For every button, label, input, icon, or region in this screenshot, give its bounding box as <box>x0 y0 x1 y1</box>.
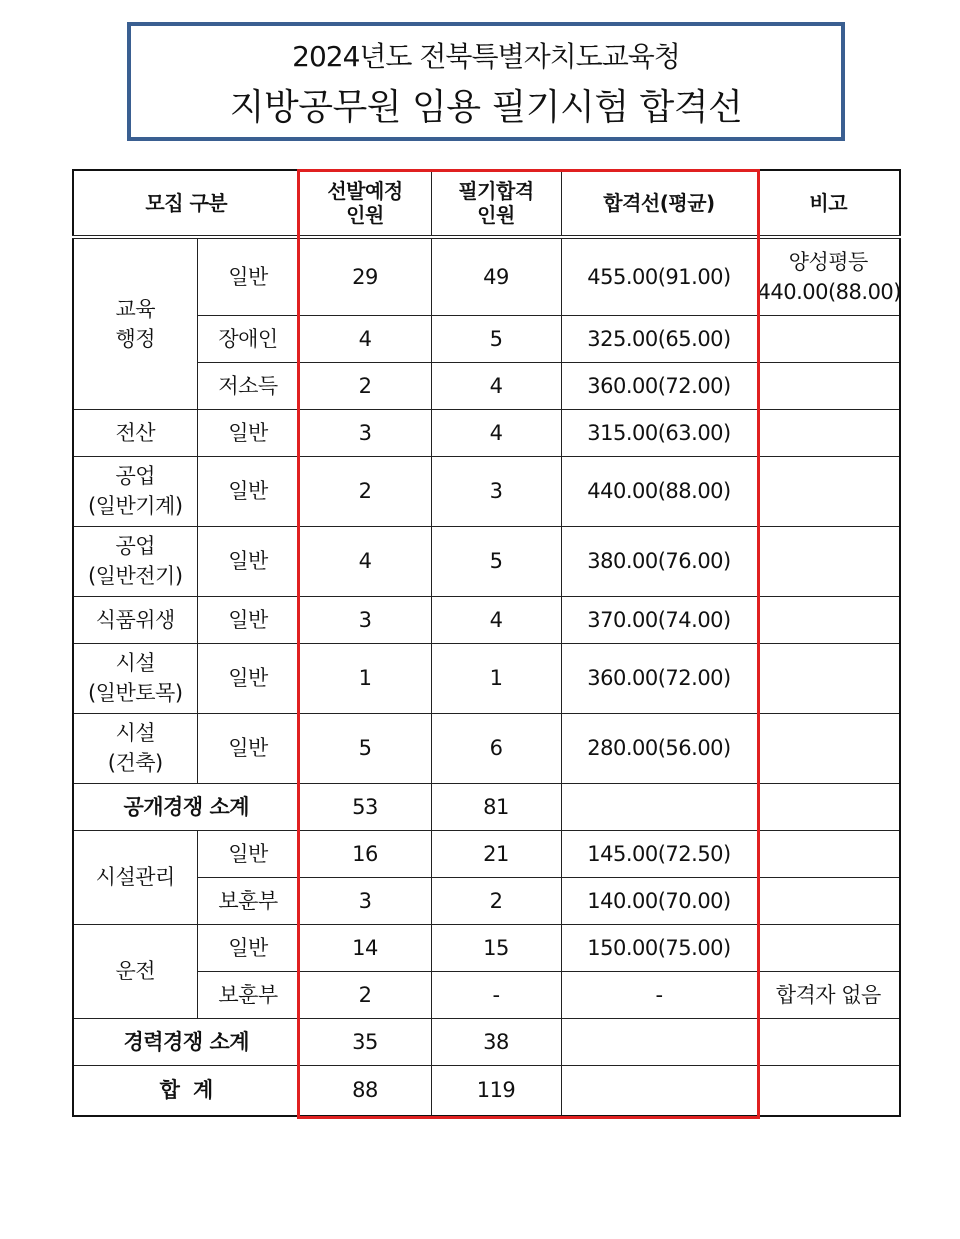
planned-count: 3 <box>299 409 431 456</box>
passed-count: 15 <box>431 924 561 971</box>
note-cell: 합격자 없음 <box>757 971 900 1018</box>
planned-count: 3 <box>299 596 431 643</box>
table-row <box>73 526 900 596</box>
passed-count: 4 <box>431 362 561 409</box>
planned-count: 35 <box>299 1018 431 1065</box>
table-row <box>73 315 900 362</box>
table-row <box>73 830 900 877</box>
passed-count: 49 <box>431 237 561 315</box>
group-computing: 전산 <box>73 409 197 456</box>
group-food-hygiene: 식품위생 <box>73 596 197 643</box>
passed-count: 5 <box>431 526 561 596</box>
planned-count: 2 <box>299 971 431 1018</box>
planned-count: 14 <box>299 924 431 971</box>
title-year-office: 2024년도 전북특별자치도교육청 <box>292 40 680 73</box>
cutoff-score: 455.00(91.00) <box>561 237 757 315</box>
passed-count: - <box>431 971 561 1018</box>
sub-category: 장애인 <box>197 315 299 362</box>
total-label: 합 계 <box>73 1065 299 1116</box>
sub-category: 일반 <box>197 456 299 526</box>
note-cell <box>757 830 900 877</box>
open-subtotal-label: 공개경쟁 소계 <box>73 783 299 830</box>
note-cell <box>757 713 900 783</box>
cutoff-score: 325.00(65.00) <box>561 315 757 362</box>
planned-count: 1 <box>299 643 431 713</box>
group-industry-mech: 공업 (일반기계) <box>73 456 197 526</box>
passed-count: 3 <box>431 456 561 526</box>
sub-category: 저소득 <box>197 362 299 409</box>
cutoff-score: 140.00(70.00) <box>561 877 757 924</box>
note-cell <box>757 526 900 596</box>
cutoff-score <box>561 783 757 830</box>
cutoff-score: 440.00(88.00) <box>561 456 757 526</box>
subtotal-row <box>73 783 900 830</box>
results-table <box>72 169 901 1117</box>
cutoff-score: - <box>561 971 757 1018</box>
table-row <box>73 237 900 315</box>
table-row <box>73 409 900 456</box>
sub-category: 일반 <box>197 409 299 456</box>
group-facility-mgmt: 시설관리 <box>73 830 197 924</box>
table-row <box>73 596 900 643</box>
passed-count: 21 <box>431 830 561 877</box>
cutoff-score: 380.00(76.00) <box>561 526 757 596</box>
sub-category: 일반 <box>197 237 299 315</box>
cutoff-score: 360.00(72.00) <box>561 643 757 713</box>
passed-count: 4 <box>431 596 561 643</box>
passed-count: 38 <box>431 1018 561 1065</box>
note-cell <box>757 877 900 924</box>
group-facility-arch: 시설 (건축) <box>73 713 197 783</box>
sub-category: 일반 <box>197 526 299 596</box>
sub-category: 일반 <box>197 924 299 971</box>
table-row <box>73 713 900 783</box>
sub-category: 일반 <box>197 596 299 643</box>
cutoff-score: 370.00(74.00) <box>561 596 757 643</box>
table-row <box>73 971 900 1018</box>
planned-count: 29 <box>299 237 431 315</box>
passed-count: 6 <box>431 713 561 783</box>
note-cell <box>757 362 900 409</box>
career-subtotal-label: 경력경쟁 소계 <box>73 1018 299 1065</box>
page-title: 지방공무원 임용 필기시험 합격선 <box>229 87 743 128</box>
note-cell <box>757 1065 900 1116</box>
planned-count: 53 <box>299 783 431 830</box>
passed-count: 2 <box>431 877 561 924</box>
passed-count: 81 <box>431 783 561 830</box>
sub-category: 일반 <box>197 713 299 783</box>
planned-count: 88 <box>299 1065 431 1116</box>
total-row <box>73 1065 900 1116</box>
header-cutoff: 합격선(평균) <box>561 170 757 237</box>
cutoff-score: 145.00(72.50) <box>561 830 757 877</box>
table-row <box>73 456 900 526</box>
planned-count: 3 <box>299 877 431 924</box>
cutoff-score: 280.00(56.00) <box>561 713 757 783</box>
note-cell <box>757 1018 900 1065</box>
sub-category: 보훈부 <box>197 877 299 924</box>
table-row <box>73 924 900 971</box>
group-facility-civil: 시설 (일반토목) <box>73 643 197 713</box>
header-planned: 선발예정 인원 <box>299 170 431 237</box>
title-box <box>127 22 845 141</box>
cutoff-score: 150.00(75.00) <box>561 924 757 971</box>
cutoff-score: 315.00(63.00) <box>561 409 757 456</box>
sub-category: 일반 <box>197 830 299 877</box>
table-row <box>73 877 900 924</box>
note-cell <box>757 409 900 456</box>
planned-count: 2 <box>299 456 431 526</box>
header-passed: 필기합격 인원 <box>431 170 561 237</box>
planned-count: 16 <box>299 830 431 877</box>
cutoff-score <box>561 1065 757 1116</box>
planned-count: 4 <box>299 315 431 362</box>
note-cell <box>757 643 900 713</box>
sub-category: 일반 <box>197 643 299 713</box>
note-cell <box>757 924 900 971</box>
header-note: 비고 <box>757 170 900 237</box>
passed-count: 4 <box>431 409 561 456</box>
cutoff-score <box>561 1018 757 1065</box>
table-row <box>73 643 900 713</box>
subtotal-row <box>73 1018 900 1065</box>
group-driving: 운전 <box>73 924 197 1018</box>
cutoff-score: 360.00(72.00) <box>561 362 757 409</box>
passed-count: 119 <box>431 1065 561 1116</box>
group-edu-admin: 교육 행정 <box>73 237 197 409</box>
note-cell <box>757 456 900 526</box>
note-cell <box>757 315 900 362</box>
note-cell <box>757 783 900 830</box>
header-category: 모집 구분 <box>73 170 299 237</box>
passed-count: 5 <box>431 315 561 362</box>
table-row <box>73 362 900 409</box>
planned-count: 5 <box>299 713 431 783</box>
sub-category: 보훈부 <box>197 971 299 1018</box>
note-cell: 양성평등 440.00(88.00) <box>757 237 900 315</box>
group-industry-elec: 공업 (일반전기) <box>73 526 197 596</box>
passed-count: 1 <box>431 643 561 713</box>
planned-count: 2 <box>299 362 431 409</box>
planned-count: 4 <box>299 526 431 596</box>
note-cell <box>757 596 900 643</box>
table-header-row <box>73 170 900 237</box>
